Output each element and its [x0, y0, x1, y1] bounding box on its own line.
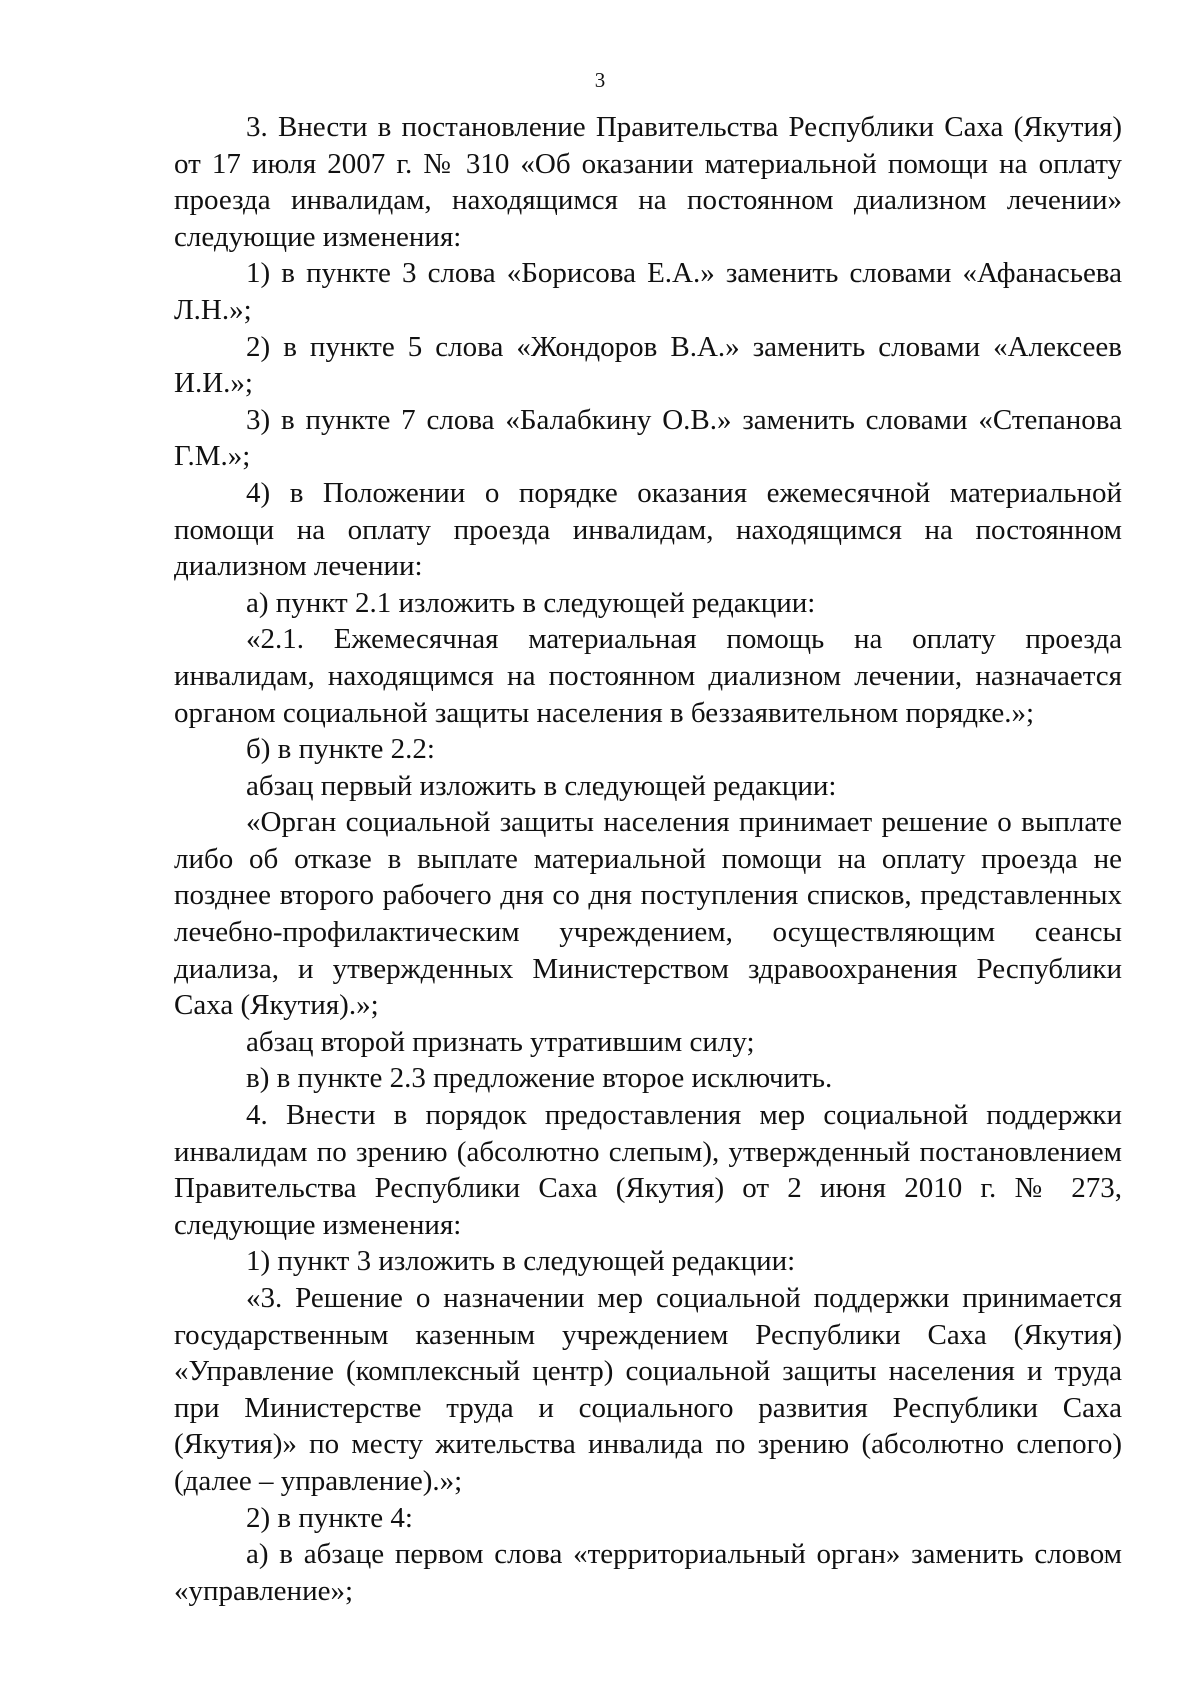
document-body — [174, 109, 1122, 1609]
paragraph-abzac-first: абзац первый изложить в следующей редакции: — [246, 769, 837, 802]
paragraph-quote-3: «3. Решение о назначении мер социальной поддержки принимается государственным казенным учреждением Республики Саха (Якутия) «Управление (комплексный центр) социальной защиты населения и труда при Министерстве труда и социального развития Республики Саха (Якутия)» по месту жительства инвалида по зрению (абсолютно слепого) (далее – управление).»; — [174, 1282, 1122, 1497]
paragraph-subitem-4b: б) в пункте 2.2: — [246, 733, 435, 766]
paragraph-abzac-second: абзац второй признать утратившим силу; — [246, 1025, 755, 1058]
paragraph-subitem-4a: а) пункт 2.1 изложить в следующей редакции: — [246, 586, 816, 619]
paragraph-subitem-2: 2) в пункте 5 слова «Жондоров В.А.» заменить словами «Алексеев И.И.»; — [174, 330, 1122, 400]
paragraph-quote-organ: «Орган социальной защиты населения принимает решение о выплате либо об отказе в выплате материальной помощи на оплату проезда не позднее второго рабочего дня со дня поступления списков, представленных лечебно-профилактическим учреждением, осуществляющим сеансы диализа, и утвержденных Министерством здравоохранения Республики Саха (Якутия).»; — [174, 806, 1122, 1022]
paragraph-item-4-sub-1: 1) пункт 3 изложить в следующей редакции: — [246, 1245, 796, 1278]
paragraph-subitem-1: 1) в пункте 3 слова «Борисова Е.А.» заменить словами «Афанасьева Л.Н.»; — [174, 257, 1122, 326]
paragraph-subitem-4: 4) в Положении о порядке оказания ежемесячной материальной помощи на оплату проезда инвалидам, находящимся на постоянном диализном лечении: — [174, 476, 1122, 583]
paragraph-item-4: 4. Внести в порядок предоставления мер социальной поддержки инвалидам по зрению (абсолютно слепым), утвержденный постановлением Правительства Республики Саха (Якутия) от 2 июня 2010 г. № 273, следующие изменения: — [174, 1099, 1122, 1241]
paragraph-item-4-sub-2a: а) в абзаце первом слова «территориальный орган» заменить словом «управление»; — [174, 1538, 1122, 1607]
paragraph-subitem-4v: в) в пункте 2.3 предложение второе исключить. — [246, 1062, 833, 1095]
paragraph-quote-2-1: «2.1. Ежемесячная материальная помощь на оплату проезда инвалидам, находящимся на постоянном диализном лечении, назначается органом социальной защиты населения в беззаявительном порядке.»; — [174, 623, 1122, 729]
paragraph-item-3: 3. Внести в постановление Правительства Республики Саха (Якутия) от 17 июля 2007 г. № 310 «Об оказании материальной помощи на оплату проезда инвалидам, находящимся на постоянном диализном лечении» следующие изменения: — [174, 111, 1122, 253]
page-number: 3 — [594, 68, 606, 92]
paragraph-item-4-sub-2: 2) в пункте 4: — [246, 1501, 413, 1534]
paragraph-subitem-3: 3) в пункте 7 слова «Балабкину О.В.» заменить словами «Степанова Г.М.»; — [174, 403, 1122, 473]
